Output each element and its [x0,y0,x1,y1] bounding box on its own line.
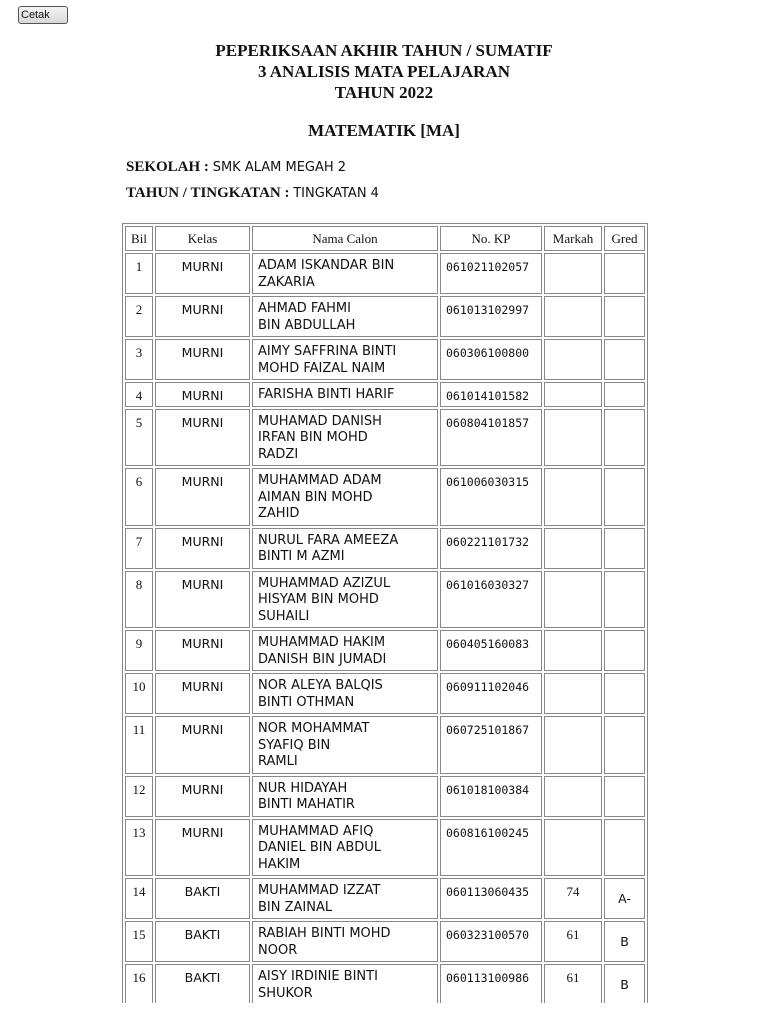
cell-markah [544,673,602,714]
name-line: NOOR [258,942,298,958]
cell-gred: B [604,921,645,962]
name-line: AISY IRDINIE BINTI [258,969,378,984]
cell-no-kp: 060804101857 [440,409,542,467]
cell-nama-calon [252,716,438,774]
cell-bil: 14 [125,878,153,919]
table-row [125,776,645,817]
name-line: SYAFIQ BIN [258,737,331,753]
school-value: SMK ALAM MEGAH 2 [212,160,347,175]
cell-markah [544,819,602,877]
table-row [125,921,645,962]
cell-bil: 9 [125,630,153,671]
cell-kelas: MURNI [155,409,250,467]
cell-gred [604,571,645,629]
cell-nama-calon [252,878,438,919]
cell-kelas: MURNI [155,819,250,877]
table-row [125,571,645,629]
name-line: RABIAH BINTI MOHD [258,926,391,941]
name-line: IRFAN BIN MOHD [258,430,368,445]
school-label: SEKOLAH : [126,159,209,175]
cell-no-kp: 060306100800 [440,339,542,380]
cell-bil: 15 [125,921,153,962]
col-header-kp: No. KP [440,226,542,251]
cell-nama-calon [252,571,438,629]
cell-nama-calon [252,819,438,877]
form-value: TINGKATAN 4 [293,186,379,201]
table-row [125,528,645,569]
report-subtitle: 3 ANALISIS MATA PELAJARAN [257,62,511,81]
cell-markah [544,409,602,467]
cell-nama-calon [252,253,438,294]
cell-bil: 2 [125,296,153,337]
name-line: SHUKOR [258,985,313,1001]
table-row [125,716,645,774]
table-row [125,296,645,337]
name-line: NOR MOHAMMAT [258,721,370,736]
cell-kelas: BAKTI [155,878,250,919]
cell-markah [544,776,602,817]
cell-markah [544,468,602,526]
cell-gred [604,630,645,671]
name-line: SUHAILI [258,608,310,624]
cell-bil: 16 [125,964,153,1003]
name-line: MUHAMMAD ADAM [258,473,382,488]
name-line: AHMAD FAHMI [258,301,351,316]
table-row [125,630,645,671]
col-header-bil: Bil [125,226,153,251]
cell-nama-calon [252,339,438,380]
col-header-markah: Markah [544,226,602,251]
col-header-gred: Gred [604,226,645,251]
name-line: BINTI M AZMI [258,549,345,564]
cell-kelas: MURNI [155,468,250,526]
cell-bil: 1 [125,253,153,294]
print-button[interactable]: Cetak [18,6,68,24]
name-line: RADZI [258,446,299,462]
cell-nama-calon [252,382,438,407]
name-line: AIMAN BIN MOHD [258,489,373,505]
name-line: AIMY SAFFRINA BINTI [258,344,397,359]
cell-gred [604,296,645,337]
name-line: MUHAMAD DANISH [258,413,382,429]
cell-gred [604,382,645,407]
name-line: HAKIM [258,856,301,872]
form-label: TAHUN / TINGKATAN : [126,185,290,201]
cell-no-kp: 061013102997 [440,296,542,337]
cell-no-kp: 061014101582 [440,382,542,407]
table-row [125,673,645,714]
form-info [126,185,379,202]
cell-bil: 4 [125,382,153,407]
cell-kelas: MURNI [155,630,250,671]
cell-markah [544,716,602,774]
cell-no-kp: 061018100384 [440,776,542,817]
col-header-kelas: Kelas [155,226,250,251]
cell-markah: 61 [544,921,602,962]
cell-markah: 74 [544,878,602,919]
table-row [125,964,645,1003]
cell-bil: 11 [125,716,153,774]
cell-nama-calon [252,409,438,467]
cell-no-kp: 060323100570 [440,921,542,962]
cell-no-kp: 060221101732 [440,528,542,569]
cell-nama-calon [252,296,438,337]
cell-no-kp: 060816100245 [440,819,542,877]
name-line: NOR ALEYA BALQIS [258,678,383,693]
cell-no-kp: 061021102057 [440,253,542,294]
cell-gred [604,673,645,714]
cell-bil: 7 [125,528,153,569]
cell-nama-calon [252,921,438,962]
cell-markah [544,571,602,629]
cell-kelas: MURNI [155,673,250,714]
cell-bil: 10 [125,673,153,714]
cell-markah [544,528,602,569]
cell-gred [604,528,645,569]
cell-markah [544,339,602,380]
table-row [125,409,645,467]
cell-kelas: MURNI [155,571,250,629]
name-line: HISYAM BIN MOHD [258,592,379,607]
cell-markah [544,296,602,337]
cell-markah [544,630,602,671]
subject-title: MATEMATIK [MA] [308,121,460,140]
results-table-container [122,223,648,1003]
cell-no-kp: 061006030315 [440,468,542,526]
cell-kelas: MURNI [155,528,250,569]
cell-no-kp: 060405160083 [440,630,542,671]
name-line: NURUL FARA AMEEZA [258,532,399,548]
col-header-nama: Nama Calon [252,226,438,251]
cell-kelas: MURNI [155,253,250,294]
cell-gred [604,716,645,774]
table-row [125,253,645,294]
cell-no-kp: 060113060435 [440,878,542,919]
cell-bil: 8 [125,571,153,629]
cell-bil: 6 [125,468,153,526]
cell-nama-calon [252,630,438,671]
cell-kelas: MURNI [155,382,250,407]
cell-no-kp: 061016030327 [440,571,542,629]
table-body [125,253,645,1003]
cell-markah [544,382,602,407]
table-row [125,819,645,877]
cell-kelas: MURNI [155,339,250,380]
report-header [0,40,768,103]
name-line: BINTI MAHATIR [258,797,355,812]
cell-kelas: BAKTI [155,921,250,962]
cell-no-kp: 060725101867 [440,716,542,774]
cell-nama-calon [252,673,438,714]
cell-no-kp: 060911102046 [440,673,542,714]
name-line: DANIEL BIN ABDUL [258,840,382,855]
name-line: MUHAMMAD AZIZUL [258,575,391,591]
school-info [126,159,346,176]
report-year: TAHUN 2022 [334,83,434,102]
name-line: MUHAMMAD IZZAT [258,883,381,898]
name-line: DANISH BIN JUMADI [258,651,387,667]
cell-bil: 12 [125,776,153,817]
cell-bil: 13 [125,819,153,877]
cell-gred [604,339,645,380]
name-line: MUHAMMAD HAKIM [258,635,386,650]
report-title: PEPERIKSAAN AKHIR TAHUN / SUMATIF [215,41,553,60]
name-line: RAMLI [258,754,298,769]
cell-gred: B [604,964,645,1003]
table-header-row [125,226,645,251]
cell-gred [604,468,645,526]
name-line: NUR HIDAYAH [258,780,348,796]
cell-nama-calon [252,468,438,526]
cell-nama-calon [252,964,438,1003]
cell-kelas: MURNI [155,296,250,337]
cell-nama-calon [252,528,438,569]
cell-markah [544,253,602,294]
results-table [122,223,648,1003]
name-line: ADAM ISKANDAR BIN [258,258,395,273]
cell-gred [604,776,645,817]
name-line: FARISHA BINTI HARIF [258,387,395,402]
name-line: ZAKARIA [258,274,315,290]
table-row [125,382,645,407]
name-line: ZAHID [258,506,300,521]
table-row [125,468,645,526]
table-row [125,339,645,380]
table-row [125,878,645,919]
cell-bil: 3 [125,339,153,380]
cell-kelas: BAKTI [155,964,250,1003]
cell-nama-calon [252,776,438,817]
cell-gred [604,409,645,467]
cell-kelas: MURNI [155,776,250,817]
cell-markah: 61 [544,964,602,1003]
name-line: BIN ZAINAL [258,899,333,915]
name-line: MUHAMMAD AFIQ [258,823,374,839]
cell-gred [604,253,645,294]
cell-bil: 5 [125,409,153,467]
cell-gred [604,819,645,877]
name-line: BINTI OTHMAN [258,694,355,710]
cell-no-kp: 060113100986 [440,964,542,1003]
cell-gred: A- [604,878,645,919]
cell-kelas: MURNI [155,716,250,774]
name-line: MOHD FAIZAL NAIM [258,360,386,376]
name-line: BIN ABDULLAH [258,317,356,333]
